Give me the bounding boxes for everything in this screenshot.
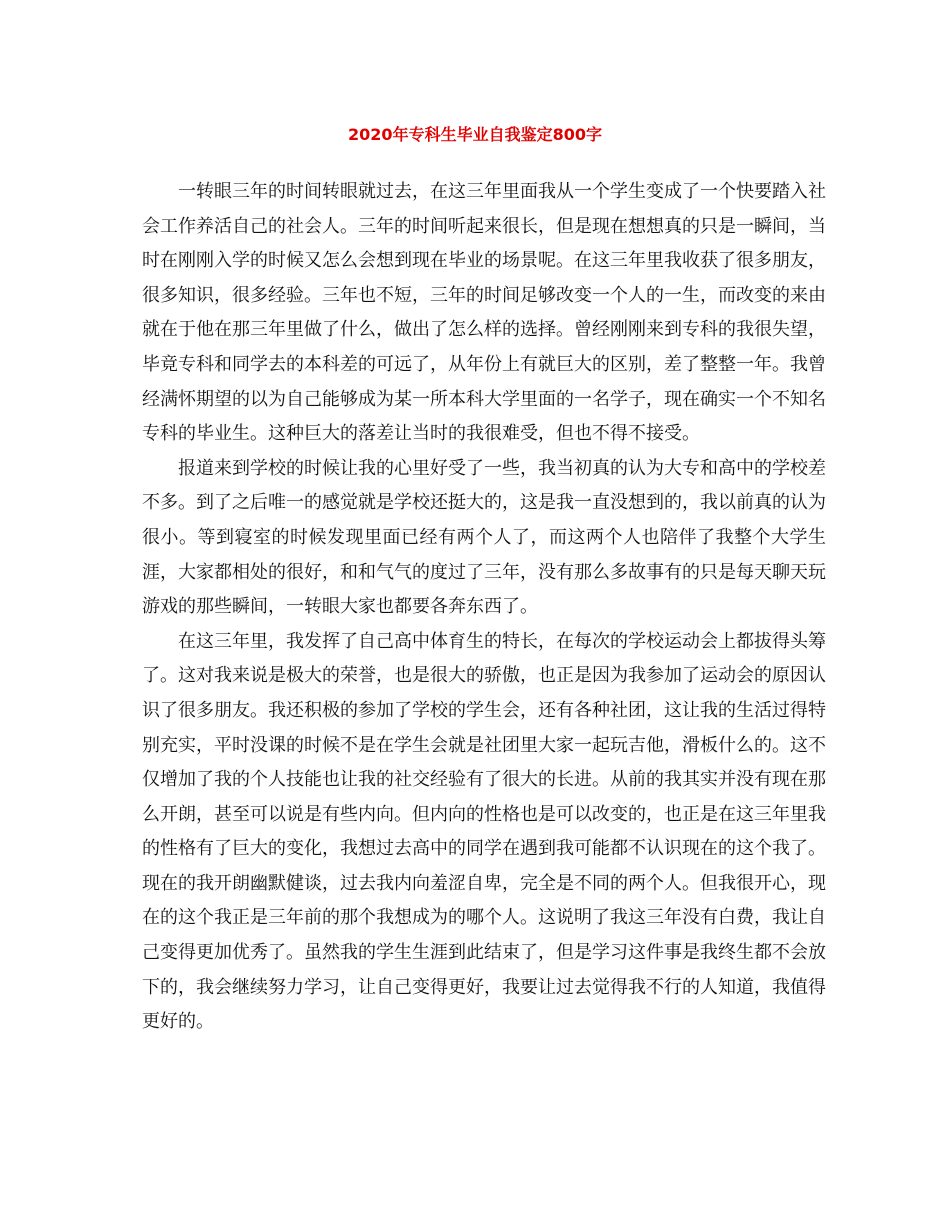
paragraph-2: 报道来到学校的时候让我的心里好受了一些，我当初真的认为大专和高中的学校差不多。到了之后唯一的感觉就是学校还挺大的，这是我一直没想到的，我以前真的认为很小。等到寝室的时候发现里面已经有两个人了，而这两个人也陪伴了我整个大学生涯，大家都相处的很好，和和气气的度过了三年，没有那么多故事有的只是每天聊天玩游戏的那些瞬间，一转眼大家也都要各奔东西了。 xyxy=(142,457,826,618)
document-title: 2020年专科生毕业自我鉴定800字 xyxy=(348,125,602,144)
paragraph-1: 一转眼三年的时间转眼就过去，在这三年里面我从一个学生变成了一个快要踏入社会工作养活自己的社会人。三年的时间听起来很长，但是现在想想真的只是一瞬间，当时在刚刚入学的时候又怎么会想到现在毕业的场景呢。在这三年里我收获了很多朋友，很多知识，很多经验。三年也不短，三年的时间足够改变一个人的一生，而改变的来由就在于他在那三年里做了什么，做出了怎么样的选择。曾经刚刚来到专科的我很失望，毕竟专科和同学去的本科差的可远了，从年份上有就巨大的区别，差了整整一年。我曾经满怀期望的以为自己能够成为某一所本科大学里面的一名学子，现在确实一个不知名专科的毕业生。这种巨大的落差让当时的我很难受，但也不得不接受。 xyxy=(142,181,826,445)
document-body xyxy=(142,175,826,1040)
paragraph-3: 在这三年里，我发挥了自己高中体育生的特长，在每次的学校运动会上都拔得头筹了。这对我来说是极大的荣誉，也是很大的骄傲，也正是因为我参加了运动会的原因认识了很多朋友。我还积极的参加了学校的学生会，还有各种社团，这让我的生活过得特别充实，平时没课的时候不是在学生会就是社团里大家一起玩吉他，滑板什么的。这不仅增加了我的个人技能也让我的社交经验有了很大的长进。从前的我其实并没有现在那么开朗，甚至可以说是有些内向。但内向的性格也是可以改变的，也正是在这三年里我的性格有了巨大的变化，我想过去高中的同学在遇到我可能都不认识现在的这个我了。现在的我开朗幽默健谈，过去我内向羞涩自卑，完全是不同的两个人。但我很开心，现在的这个我正是三年前的那个我想成为的哪个人。这说明了我这三年没有白费，我让自己变得更加优秀了。虽然我的学生生涯到此结束了，但是学习这件事是我终生都不会放下的，我会继续努力学习，让自己变得更好，我要让过去觉得我不行的人知道，我值得更好的。 xyxy=(142,630,826,1033)
